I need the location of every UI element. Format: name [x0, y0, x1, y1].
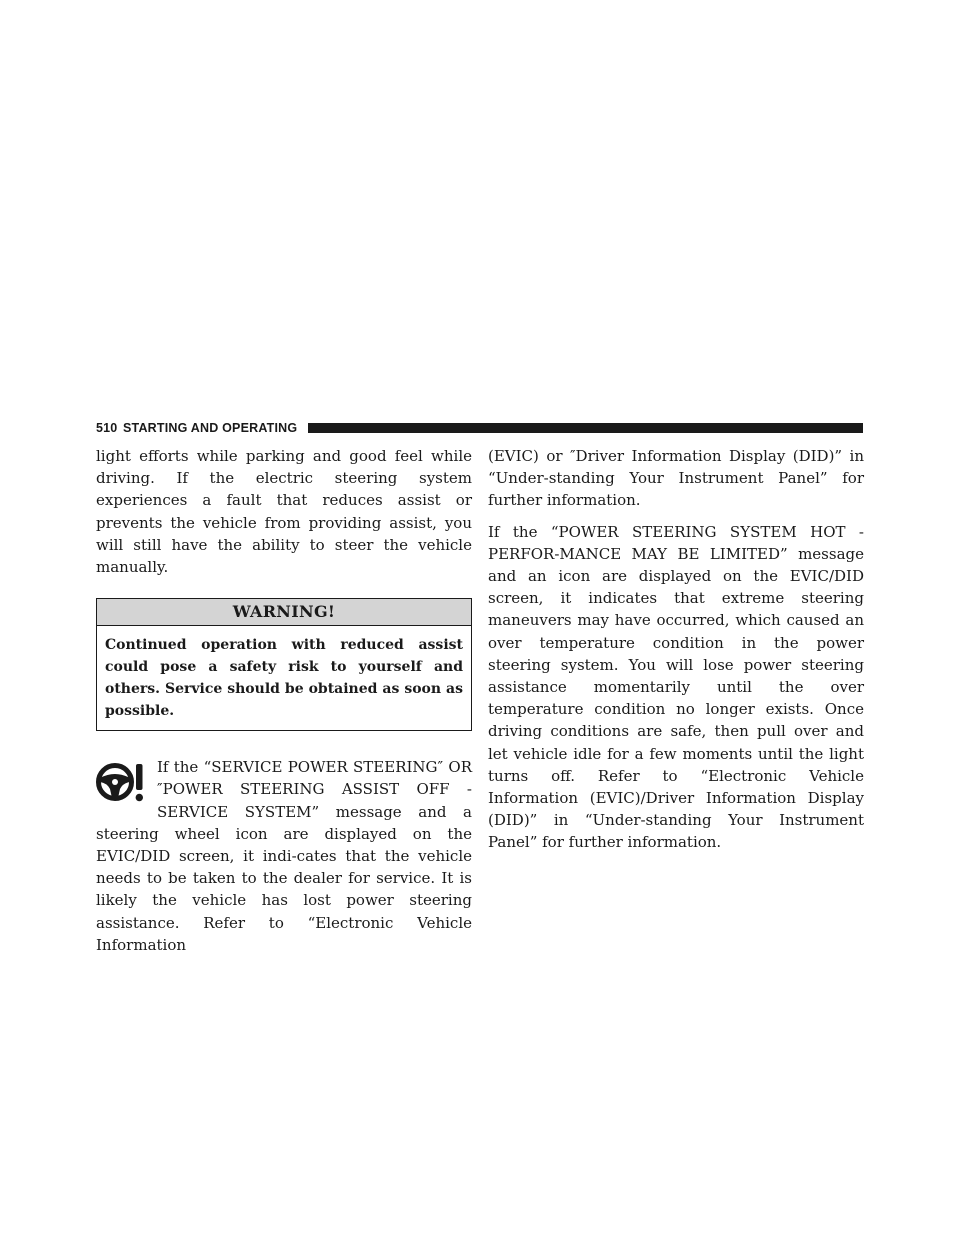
- warning-body: Continued operation with reduced assist could pose a safety risk to yourself and others. Service should be obtained as soon as possible.: [105, 637, 463, 720]
- warning-box: [96, 598, 472, 731]
- page-header: [96, 421, 863, 435]
- icon-paragraph: [96, 756, 472, 956]
- left-column: [96, 445, 472, 956]
- page-number: 510: [96, 421, 118, 435]
- section-title: STARTING AND OPERATING: [123, 421, 298, 435]
- body-paragraph: (EVIC) or ″Driver Information Display (DID)” in “Under-standing Your Instrument Panel” for further information.: [488, 447, 864, 510]
- steering-wheel-warning-icon: [96, 760, 148, 804]
- body-paragraph: If the “POWER STEERING SYSTEM HOT - PERFOR-MANCE MAY BE LIMITED” message and an icon are displayed on the EVIC/DID screen, it indicates that extreme steering maneuvers may have occurred, which caused an over temperature condition in the power steering system. You will lose power steering assistance momentarily until the over temperature condition no longer exists. Once driving conditions are safe, then pull over and let vehicle idle for a few moments until the light turns off. Refer to “Electronic Vehicle Information (EVIC)/Driver Information Display (DID)” in “Under-standing Your Instrument Panel” for further information.: [488, 522, 864, 852]
- header-rule: [308, 423, 863, 433]
- body-paragraph: light efforts while parking and good feel while driving. If the electric steering system experiences a fault that reduces assist or prevents the vehicle from providing assist, you will still have the ability to steer the vehicle manually.: [96, 447, 472, 577]
- right-column: [488, 445, 864, 854]
- body-paragraph: If the “SERVICE POWER STEERING″ OR ″POWER STEERING ASSIST OFF - SERVICE SYSTEM” message and a steering wheel icon are displayed on the EVIC/DID screen, it indi-cates that the vehicle needs to be taken to the dealer for service. It is likely the vehicle has lost power steering assistance. Refer to “Electronic Vehicle Information: [96, 758, 472, 954]
- warning-title: WARNING!: [97, 599, 471, 626]
